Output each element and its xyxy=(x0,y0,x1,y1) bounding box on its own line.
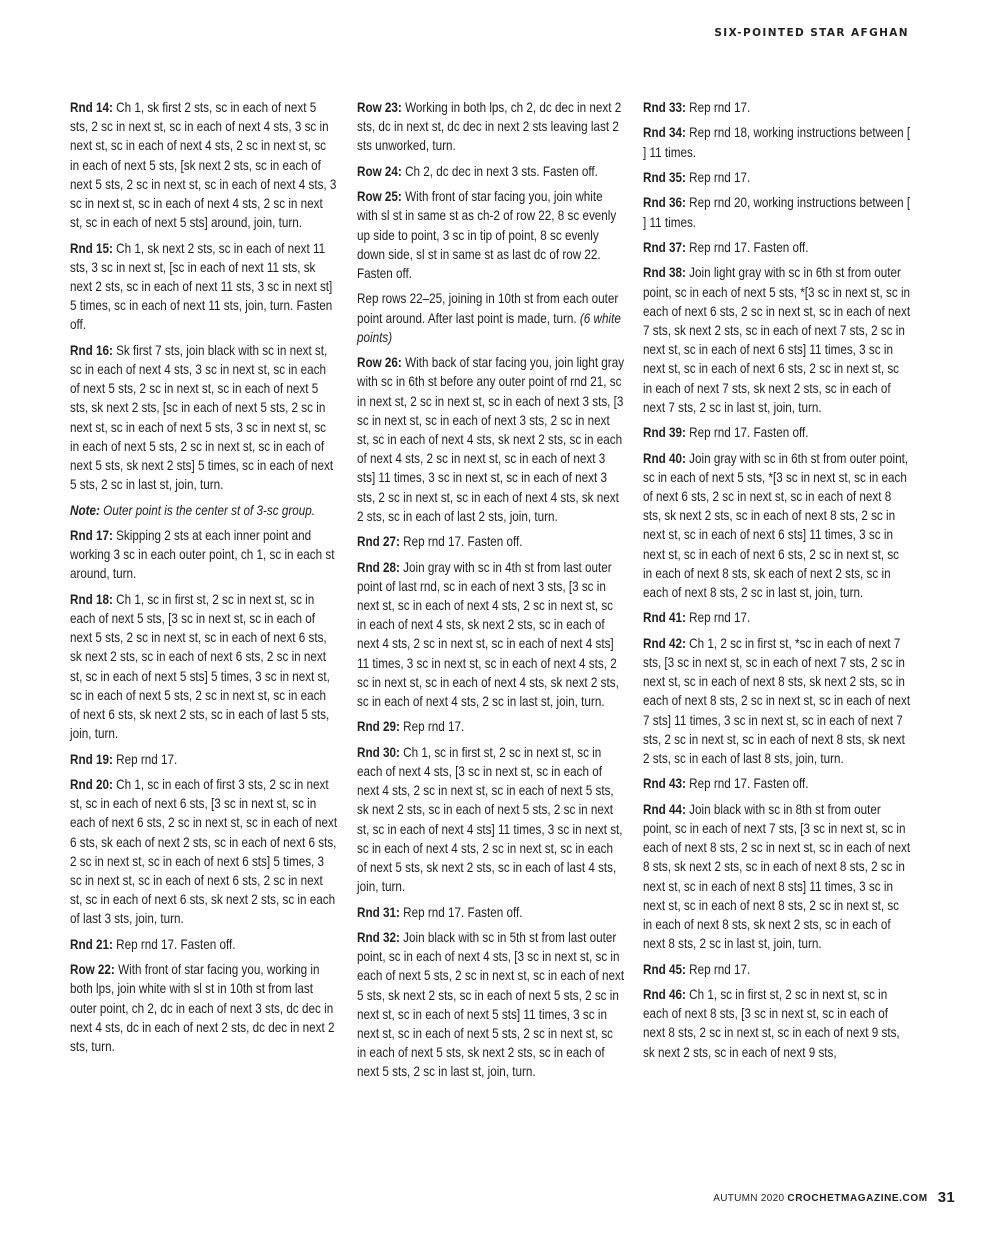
instruction-paragraph xyxy=(643,449,910,603)
instruction-paragraph xyxy=(357,289,624,347)
instruction-text: Ch 1, 2 sc in first st, *sc in each of next 7 sts, [3 sc in next st, sc in each of next 7 sts, 2 sc in next st, sc in each of next 8 sts, sk next 2 sts, sc in each of next 8 sts, 2 sc in next st, sc in each of next 7 sts] 11 times, 3 sc in next st, sc in each of next 7 sts, 2 sc in next st, sc in each of next 8 sts, sk next 2 sts, sc in each of last 8 sts, join, turn. xyxy=(643,635,911,766)
instruction-text: Rep rnd 18, working instructions between [ ] 11 times. xyxy=(643,125,911,160)
round-label: Rnd 30: xyxy=(357,744,400,760)
round-label: Row 22: xyxy=(70,962,115,978)
round-label: Rnd 41: xyxy=(643,610,686,626)
round-label: Rnd 32: xyxy=(357,930,400,945)
page-footer xyxy=(713,1188,955,1205)
column-3 xyxy=(643,98,910,1068)
instruction-paragraph xyxy=(70,501,337,520)
instruction-text: Rep rnd 17. xyxy=(685,100,751,115)
instruction-text: Ch 1, sc in each of first 3 sts, 2 sc in next st, sc in each of next 6 sts, [3 sc in next st, sc in each of next 6 sts, 2 sc in next st, sc in each of next 6 sts, sk each of next 2 sts, sc in each of next 6 sts, 2 sc in next st, sc in each of next 6 sts] 5 times, 3 sc in next st, sc in each of next 6 sts, 2 sc in next st, sc in each of next 6 sts, sk next 2 sts, sc in each of last 3 sts, join, turn. xyxy=(70,777,338,927)
instruction-text: Ch 1, sk next 2 sts, sc in each of next 11 sts, 3 sc in next st, [sc in each of next 11 sts, sk next 2 sts, sc in each of next 11 sts, 3 sc in next st] 5 times, sc in each of next 11 sts, join, turn. Fasten off. xyxy=(70,240,333,333)
round-label: Row 23: xyxy=(357,100,402,115)
round-label: Rnd 31: xyxy=(357,904,400,920)
round-label: Rnd 40: xyxy=(643,450,686,466)
instruction-text: Rep rnd 17. Fasten off. xyxy=(685,425,809,441)
round-label: Rnd 46: xyxy=(643,986,686,1002)
instruction-text: Rep rnd 17. xyxy=(399,719,465,735)
page-header-title: SIX-POINTED STAR AFGHAN xyxy=(714,27,909,39)
instruction-paragraph xyxy=(643,263,910,417)
footer-site: CROCHETMAGAZINE.COM xyxy=(787,1193,928,1204)
round-label: Rnd 21: xyxy=(70,936,113,952)
instruction-paragraph xyxy=(643,800,910,954)
note-label: Note: xyxy=(70,502,100,518)
instruction-text: Rep rnd 20, working instructions between [ ] 11 times. xyxy=(643,195,911,230)
round-label: Rnd 37: xyxy=(643,239,686,255)
instruction-paragraph xyxy=(643,98,910,117)
round-label: Rnd 38: xyxy=(643,265,686,281)
round-label: Rnd 33: xyxy=(643,100,686,115)
instruction-paragraph xyxy=(70,775,337,929)
instruction-paragraph xyxy=(70,526,337,584)
instruction-text: Outer point is the center st of 3-sc group. xyxy=(99,502,315,518)
round-label: Rnd 36: xyxy=(643,195,686,211)
instruction-note: (6 white points) xyxy=(357,310,621,345)
instruction-text: Rep rows 22–25, joining in 10th st from each outer point around. After last point is made, turn. xyxy=(357,291,619,326)
instruction-paragraph xyxy=(357,353,624,526)
instruction-paragraph xyxy=(643,423,910,442)
instruction-paragraph xyxy=(70,750,337,769)
round-label: Row 25: xyxy=(357,189,402,205)
round-label: Rnd 18: xyxy=(70,591,113,607)
instruction-paragraph xyxy=(643,960,910,979)
round-label: Rnd 35: xyxy=(643,169,686,185)
round-label: Rnd 43: xyxy=(643,776,686,792)
page-number: 31 xyxy=(937,1189,955,1206)
instruction-text: Ch 1, sc in first st, 2 sc in next st, sc in each of next 4 sts, [3 sc in next st, sc in each of next 4 sts, 2 sc in next st, sc in each of next 5 sts, sk next 2 sts, sc in each of next 5 sts, 2 sc in next st, sc in each of next 4 sts] 11 times, 3 sc in next st, sc in each of next 4 sts, 2 sc in next st, sc in each of next 5 sts, sk next 2 sts, sc in each of last 4 sts, join, turn. xyxy=(357,744,623,895)
footer-season: AUTUMN 2020 xyxy=(713,1193,788,1204)
instruction-paragraph xyxy=(643,123,910,161)
round-label: Row 26: xyxy=(357,355,402,371)
round-label: Rnd 42: xyxy=(643,635,686,651)
instruction-paragraph xyxy=(357,743,624,897)
instruction-text: Working in both lps, ch 2, dc dec in next 2 sts, dc in next st, dc dec in next 2 sts leaving last 2 sts unworked, turn. xyxy=(357,100,622,154)
round-label: Rnd 39: xyxy=(643,425,686,441)
instruction-text: Rep rnd 17. Fasten off. xyxy=(112,936,236,952)
round-label: Rnd 14: xyxy=(70,100,113,115)
instruction-text: Rep rnd 17. Fasten off. xyxy=(685,239,809,255)
instruction-paragraph xyxy=(643,193,910,231)
instruction-paragraph xyxy=(357,98,624,156)
round-label: Rnd 28: xyxy=(357,559,400,575)
instruction-paragraph xyxy=(357,187,624,283)
instruction-text: Rep rnd 17. xyxy=(685,961,751,977)
instruction-text: Rep rnd 17. Fasten off. xyxy=(685,776,809,792)
instruction-text: With front of star facing you, join white with sl st in same st as ch-2 of row 22, 8 sc evenly up side to point, 3 sc in tip of point, 8 sc evenly down side, sl st in same st as last dc of row 22. Fasten off. xyxy=(357,189,617,281)
instruction-paragraph xyxy=(643,774,910,793)
instruction-paragraph xyxy=(70,590,337,744)
column-1 xyxy=(70,98,337,1062)
instruction-paragraph xyxy=(70,960,337,1056)
instruction-text: Rep rnd 17. xyxy=(685,169,751,185)
instruction-text: Join gray with sc in 4th st from last outer point of last rnd, sc in each of next 3 sts, [3 sc in next st, sc in each of next 4 sts, 2 sc in next st, sc in each of next 4 sts, sk next 2 sts, sc in each of next 4 sts, 2 sc in next st, sc in each of next 4 sts] 11 times, 3 sc in next st, sc in each of next 4 sts, 2 sc in next st, sc in each of next 4 sts, sk next 2 sts, sc in each of next 4 sts, 2 sc in last st, join, turn. xyxy=(357,559,619,710)
round-label: Rnd 19: xyxy=(70,751,113,767)
round-label: Rnd 20: xyxy=(70,777,113,793)
round-label: Rnd 29: xyxy=(357,719,400,735)
instruction-paragraph xyxy=(70,341,337,495)
round-label: Rnd 17: xyxy=(70,528,113,544)
instruction-paragraph xyxy=(70,935,337,954)
instruction-text: Rep rnd 17. Fasten off. xyxy=(399,904,523,920)
instruction-paragraph xyxy=(357,903,624,922)
round-label: Rnd 34: xyxy=(643,125,686,141)
instruction-text: With back of star facing you, join light gray with sc in 6th st before any outer point of rnd 21, sc in next st, 2 sc in next st, sc in each of next 3 sts, [3 sc in next st, sc in each of next 3 sts, 2 sc in next st, sc in each of next 4 sts, sk next 2 sts, sc in each of next 4 sts, 2 sc in next st, sc in each of next 3 sts] 11 times, 3 sc in next st, sc in each of next 3 sts, 2 sc in next st, sc in each of next 4 sts, sk next 2 sts, sc in each of last 2 sts, join, turn. xyxy=(357,355,625,524)
instruction-paragraph xyxy=(643,168,910,187)
instruction-text: Rep rnd 17. xyxy=(685,610,751,626)
round-label: Rnd 44: xyxy=(643,801,686,817)
round-label: Rnd 27: xyxy=(357,534,400,550)
column-2 xyxy=(357,98,624,1088)
instruction-text: Join gray with sc in 6th st from outer point, sc in each of next 5 sts, *[3 sc in next st, sc in each of next 6 sts, 2 sc in next st, sc in each of next 8 sts, sk next 2 sts, sc in each of next 8 sts, 2 sc in next st, sc in each of next 6 sts] 11 times, 3 sc in next st, sc in each of next 6 sts, 2 sc in next st, sc in each of next 8 sts, sk each of next 2 sts, sc in each of next 8 sts, 2 sc in last st, join, turn. xyxy=(643,450,909,600)
instruction-text: Sk first 7 sts, join black with sc in next st, sc in each of next 4 sts, 3 sc in next st, sc in each of next 5 sts, 2 sc in next st, sc in each of next 5 sts, sk next 2 sts, [sc in each of next 5 sts, 2 sc in next st, sc in each of next 5 sts, 3 sc in next st, sc in each of next 5 sts, 2 sc in next st, sc in each of next 5 sts, sk next 2 sts] 5 times, sc in each of next 5 sts, 2 sc in last st, join, turn. xyxy=(70,342,334,493)
round-label: Rnd 15: xyxy=(70,240,113,256)
instruction-text: Join black with sc in 5th st from last outer point, sc in each of next 4 sts, [3 sc in next st, sc in each of next 5 sts, 2 sc in next st, sc in each of next 5 sts, sk next 2 sts, sc in each of next 5 sts, 2 sc in next st, sc in each of next 5 sts] 11 times, 3 sc in next st, sc in each of next 5 sts, 2 sc in next st, sc in each of next 5 sts, sk next 2 sts, sc in each of next 5 sts, 2 sc in last st, join, turn. xyxy=(357,930,625,1080)
instruction-paragraph xyxy=(70,239,337,335)
round-label: Rnd 45: xyxy=(643,961,686,977)
instruction-paragraph xyxy=(357,558,624,712)
instruction-text: Rep rnd 17. Fasten off. xyxy=(399,534,523,550)
instruction-text: Ch 2, dc dec in next 3 sts. Fasten off. xyxy=(401,163,598,179)
instruction-text: Rep rnd 17. xyxy=(112,751,178,767)
instruction-text: Skipping 2 sts at each inner point and working 3 sc in each outer point, ch 1, sc in each st around, turn. xyxy=(70,528,335,582)
instruction-paragraph xyxy=(643,985,910,1062)
instruction-text: Ch 1, sc in first st, 2 sc in next st, sc in each of next 5 sts, [3 sc in next st, sc in each of next 5 sts, 2 sc in next st, sc in each of next 6 sts, sk next 2 sts, sc in each of next 6 sts, 2 sc in next st, sc in each of next 5 sts] 5 times, 3 sc in next st, sc in each of next 5 sts, 2 sc in next st, sc in each of next 6 sts, sk next 2 sts, sc in each of last 5 sts, join, turn. xyxy=(70,591,330,742)
instruction-paragraph xyxy=(643,608,910,627)
instruction-paragraph xyxy=(357,717,624,736)
instruction-text: Join black with sc in 8th st from outer point, sc in each of next 7 sts, [3 sc in next st, sc in each of next 8 sts, 2 sc in next st, sc in each of next 8 sts, sk next 2 sts, sc in each of next 8 sts, 2 sc in next st, sc in each of next 8 sts] 11 times, 3 sc in next st, sc in each of next 8 sts, 2 sc in next st, sc in each of next 8 sts, sk next 2 sts, sc in each of next 8 sts, 2 sc in last st, join, turn. xyxy=(643,801,911,952)
instruction-text: Ch 1, sk first 2 sts, sc in each of next 5 sts, 2 sc in next st, sc in each of next 4 sts, 3 sc in next st, sc in each of next 4 sts, 2 sc in next st, sc in each of next 5 sts, [sk next 2 sts, sc in each of next 5 sts, 2 sc in next st, sc in each of next 4 sts, 3 sc in next st, sc in each of next 4 sts, 2 sc in next st, sc in each of next 5 sts] around, join, turn. xyxy=(70,100,337,231)
instruction-paragraph xyxy=(643,634,910,768)
round-label: Rnd 16: xyxy=(70,342,113,358)
instruction-paragraph xyxy=(70,98,337,232)
instruction-text: Ch 1, sc in first st, 2 sc in next st, sc in each of next 8 sts, [3 sc in next st, sc in each of next 8 sts, 2 sc in next st, sc in each of next 9 sts, sk next 2 sts, sc in each of next 9 sts, xyxy=(643,986,900,1060)
instruction-paragraph xyxy=(357,928,624,1082)
round-label: Row 24: xyxy=(357,163,402,179)
instruction-paragraph xyxy=(357,532,624,551)
instruction-text: Join light gray with sc in 6th st from outer point, sc in each of next 5 sts, *[3 sc in next st, sc in each of next 6 sts, 2 sc in next st, sc in each of next 7 sts, sk next 2 sts, sc in each of next 7 sts, 2 sc in next st, sc in each of next 6 sts] 11 times, 3 sc in next st, sc in each of next 6 sts, 2 sc in next st, sc in each of next 7 sts, sk next 2 sts, sc in each of next 7 sts, 2 sc in last st, join, turn. xyxy=(643,265,911,415)
instruction-paragraph xyxy=(643,238,910,257)
instruction-text: With front of star facing you, working in both lps, join white with sl st in 10th st from last outer point, ch 2, dc in each of next 3 sts, dc dec in next 4 sts, dc in each of next 2 sts, dc dec in next 2 sts, turn. xyxy=(70,962,335,1055)
instruction-paragraph xyxy=(357,162,624,181)
